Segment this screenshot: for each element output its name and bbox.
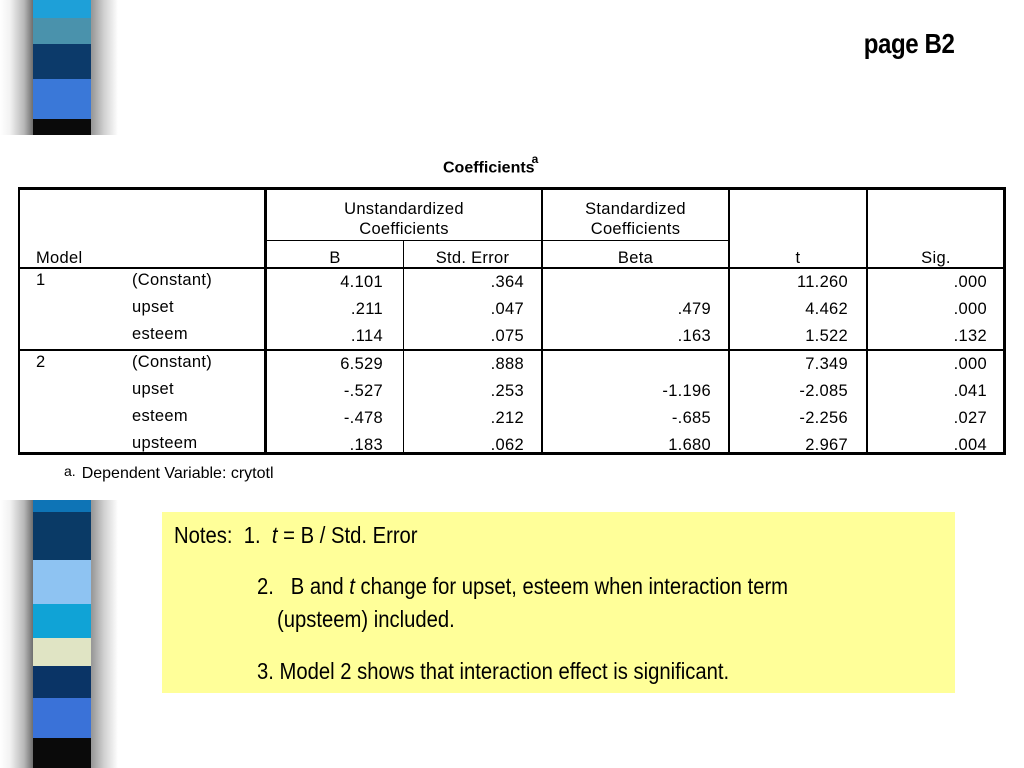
- cell-beta: 1.680: [668, 436, 711, 454]
- header-beta: Beta: [617, 249, 654, 267]
- footnote-text: Dependent Variable: crytotl: [81, 465, 274, 482]
- page-label: page B2: [863, 28, 954, 59]
- cell-b: .183: [349, 436, 383, 454]
- strip-band: [33, 512, 91, 560]
- cell-term: (Constant): [132, 353, 213, 371]
- note-item-1: Notes: 1. t = B / Std. Error: [174, 522, 418, 548]
- header-model: Model: [36, 249, 83, 267]
- cell-se: .364: [490, 273, 524, 291]
- cell-b: -.527: [343, 382, 383, 400]
- cell-b: .211: [350, 300, 383, 318]
- note-item-2: 2. B and t change for upset, esteem when interaction term: [257, 573, 789, 599]
- strip-band: [33, 0, 91, 18]
- cell-se: .062: [490, 436, 524, 454]
- strip-band: [33, 666, 91, 698]
- cell-t: -2.256: [799, 409, 848, 427]
- table-footnote: [64, 465, 274, 483]
- cell-model: 2: [36, 353, 46, 371]
- cell-term: upset: [132, 298, 174, 316]
- header-standardized: Standardized Coefficients: [585, 200, 686, 238]
- cell-se: .888: [490, 355, 524, 373]
- coefficients-table: [18, 187, 1006, 455]
- cell-t: -2.085: [799, 382, 848, 400]
- cell-sig: .027: [953, 409, 987, 427]
- cell-se: .075: [490, 327, 524, 345]
- cell-term: esteem: [132, 325, 188, 343]
- cell-b: .114: [350, 327, 383, 345]
- cell-se: .253: [490, 382, 524, 400]
- table-title-text: Coefficients: [443, 159, 535, 177]
- cell-beta: .479: [677, 300, 711, 318]
- cell-b: 4.101: [340, 273, 383, 291]
- strip-band: [33, 500, 91, 512]
- strip-band: [33, 604, 91, 638]
- cell-sig: .000: [953, 273, 987, 291]
- footnote-mark: a.: [64, 463, 76, 479]
- decorative-strip-top: [0, 0, 118, 135]
- note-item-3: 3. Model 2 shows that interaction effect is significant.: [257, 658, 730, 684]
- cell-sig: .132: [953, 327, 987, 345]
- cell-sig: .004: [953, 436, 987, 454]
- cell-b: -.478: [343, 409, 383, 427]
- strip-band: [33, 44, 91, 79]
- header-unstandardized: Unstandardized Coefficients: [344, 200, 464, 238]
- cell-term: upset: [132, 380, 174, 398]
- decorative-strip-bottom: [0, 500, 118, 768]
- cell-t: 4.462: [805, 300, 848, 318]
- notes-box: [162, 512, 955, 693]
- cell-t: 2.967: [805, 436, 848, 454]
- cell-term: upsteem: [132, 434, 198, 452]
- header-t: t: [795, 249, 801, 267]
- cell-t: 11.260: [796, 273, 848, 291]
- strip-band: [33, 119, 91, 135]
- strip-band: [33, 738, 91, 768]
- cell-t: 7.349: [805, 355, 848, 373]
- cell-term: (Constant): [132, 271, 213, 289]
- note-item-2-continued: (upsteem) included.: [277, 606, 455, 632]
- header-sig: Sig.: [921, 249, 951, 267]
- cell-beta: .163: [677, 327, 711, 345]
- header-std-error: Std. Error: [435, 249, 510, 267]
- table-title-footnote-mark: a: [531, 152, 539, 166]
- cell-b: 6.529: [340, 355, 383, 373]
- strip-band: [33, 79, 91, 119]
- table-title: [443, 152, 541, 177]
- strip-band: [33, 18, 91, 44]
- cell-se: .212: [490, 409, 524, 427]
- strip-band: [33, 698, 91, 738]
- cell-beta: -.685: [671, 409, 711, 427]
- cell-sig: .000: [953, 355, 987, 373]
- strip-band: [33, 638, 91, 666]
- header-b: B: [329, 249, 341, 267]
- cell-t: 1.522: [805, 327, 848, 345]
- notes-label: Notes:: [174, 522, 233, 548]
- cell-sig: .041: [953, 382, 987, 400]
- cell-term: esteem: [132, 407, 188, 425]
- strip-band: [33, 560, 91, 604]
- cell-beta: -1.196: [662, 382, 711, 400]
- cell-model: 1: [36, 271, 46, 289]
- cell-sig: .000: [953, 300, 987, 318]
- cell-se: .047: [490, 300, 524, 318]
